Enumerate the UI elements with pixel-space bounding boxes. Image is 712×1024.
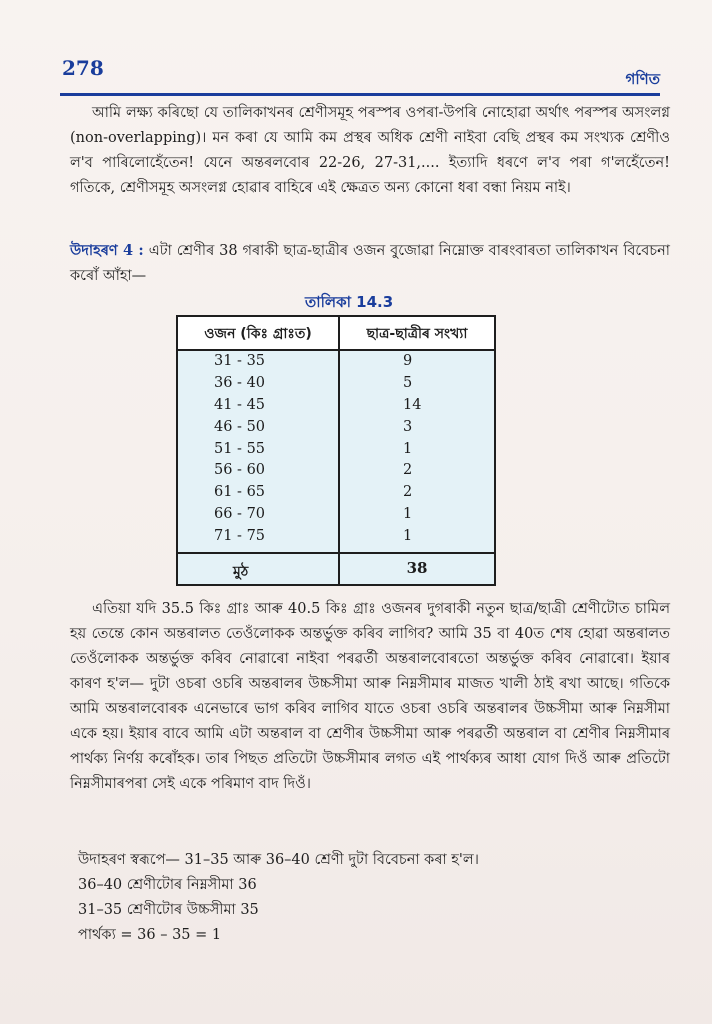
table-row [178, 460, 494, 482]
table-row [178, 504, 494, 526]
example-line-1: উদাহৰণ স্বৰূপে— 31–35 আৰু 36–40 শ্ৰেণী দুটা বিবেচনা কৰা হ'ল। [78, 852, 479, 868]
table-row [178, 395, 494, 417]
table-cell-count: 2 [403, 462, 413, 479]
table-caption: তালিকা 14.3 [305, 293, 394, 311]
table-cell-range: 41 - 45 [214, 396, 266, 413]
example-line-4: পাৰ্থক্য = 36 – 35 = 1 [78, 927, 222, 943]
table-cell-range: 51 - 55 [214, 440, 266, 457]
table-row [178, 482, 494, 504]
example-text: এটা শ্ৰেণীৰ 38 গৰাকী ছাত্ৰ-ছাত্ৰীৰ ওজন বুজোৱা নিম্নোক্ত বাৰংবাৰতা তালিকাখন বিবেচনা কৰোঁ আঁহা— [70, 243, 670, 284]
table-cell-range: 56 - 60 [214, 462, 266, 479]
table-cell-range: 46 - 50 [214, 418, 266, 435]
frequency-table [176, 315, 496, 586]
table-cell-range: 36 - 40 [214, 374, 266, 391]
table-row [178, 439, 494, 461]
table-cell-count: 3 [403, 418, 413, 435]
table-total-label: মুঠ [233, 564, 249, 580]
page-number: 278 [62, 56, 104, 80]
example-line-3: 31–35 শ্ৰেণীটোৰ উচ্চসীমা 35 [78, 902, 259, 918]
table-cell-count: 5 [403, 374, 413, 391]
table-cell-range: 66 - 70 [214, 506, 266, 523]
table-cell-range: 31 - 35 [214, 353, 266, 369]
table-cell-count: 14 [403, 396, 422, 413]
table-cell-count: 2 [403, 484, 413, 501]
table-header-weight: ওজন (কিঃ গ্ৰাঃত) [204, 326, 312, 342]
table-cell-count: 9 [403, 353, 413, 369]
table-row [178, 526, 494, 548]
table-row [178, 373, 494, 395]
table-row [178, 417, 494, 439]
table-cell-range: 71 - 75 [214, 528, 266, 545]
table-total-row [178, 552, 494, 586]
table-cell-count: 1 [403, 506, 413, 523]
table-header-students: ছাত্ৰ-ছাত্ৰীৰ সংখ্যা [366, 326, 468, 342]
header-rule [60, 93, 660, 96]
table-cell-range: 61 - 65 [214, 484, 266, 501]
paragraph-2 [70, 238, 670, 289]
table-row [178, 351, 494, 373]
table-body [178, 351, 494, 548]
paragraph-1: আমি লক্ষ্য কৰিছো যে তালিকাখনৰ শ্ৰেণীসমূহ পৰস্পৰ ওপৰা-উপৰি নোহোৱা অৰ্থাৎ পৰস্পৰ অসংলগ্ন (non-overlapping)। মন কৰা যে আমি কম প্ৰস্থৰ অধিক শ্ৰেণী নাইবা বেছি প্ৰস্থৰ কম সংখ্যক শ্ৰেণীও ল'ব পাৰিলোহেঁতেন! যেনে অন্তৰলবোৰ 22-26, 27-31,.... ইত্যাদি ধৰণে ল'ব পৰা গ'লহেঁতেন! গতিকে, শ্ৰেণীসমূহ অসংলগ্ন হোৱাৰ বাহিৰে এই ক্ষেত্ৰত অন্য কোনো ধৰা বন্ধা নিয়ম নাই। [70, 105, 670, 196]
table-cell-count: 1 [403, 440, 413, 457]
table-cell-count: 1 [403, 528, 413, 545]
table-header-row [178, 317, 494, 351]
running-head: গণিত [625, 70, 660, 88]
paragraph-3: এতিয়া যদি 35.5 কিঃ গ্ৰাঃ আৰু 40.5 কিঃ গ্ৰাঃ ওজনৰ দুগৰাকী নতুন ছাত্ৰ/ছাত্ৰী শ্ৰেণীটোত চামিল হয় তেন্তে কোন অন্তৰালত তেওঁলোকক অন্তৰ্ভুক্ত কৰিব লাগিব? আমি 35 বা 40ত শেষ হোৱা অন্তৰালত তেওঁলোকক অন্তৰ্ভুক্ত কৰিব নোৱাৰো নাইবা পৰৱৰ্তী অন্তৰালবোৰতো অন্তৰ্ভুক্ত কৰিব নোৱাৰো। ইয়াৰ কাৰণ হ'ল— দুটা ওচৰা ওচৰি অন্তৰালৰ উচ্চসীমা আৰু নিম্নসীমাৰ মাজত খালী ঠাই ৰখা আছে। গতিকে আমি অন্তৰালবোৰক এনেভাৰে ভাগ কৰিব লাগিব যাতে ওচৰা ওচৰি অন্তৰালৰ উচ্চসীমা আৰু নিম্নসীমা একে হয়। ইয়াৰ বাবে আমি এটা অন্তৰাল বা শ্ৰেণীৰ উচ্চসীমা আৰু পৰৱৰ্তী অন্তৰাল বা শ্ৰেণীৰ নিম্নসীমাৰ পাৰ্থক্য নিৰ্ণয় কৰোঁহক। তাৰ পিছত প্ৰতিটো উচ্চসীমাৰ লগত এই পাৰ্থক্যৰ আধা যোগ দিওঁ আৰু প্ৰতিটো নিম্নসীমাৰপৰা সেই একে পৰিমাণ বাদ দিওঁ। [70, 601, 670, 792]
table-total-value: 38 [406, 559, 428, 577]
example-line-2: 36–40 শ্ৰেণীটোৰ নিম্নসীমা 36 [78, 877, 257, 893]
example-heading: উদাহৰণ 4 : [70, 242, 144, 259]
